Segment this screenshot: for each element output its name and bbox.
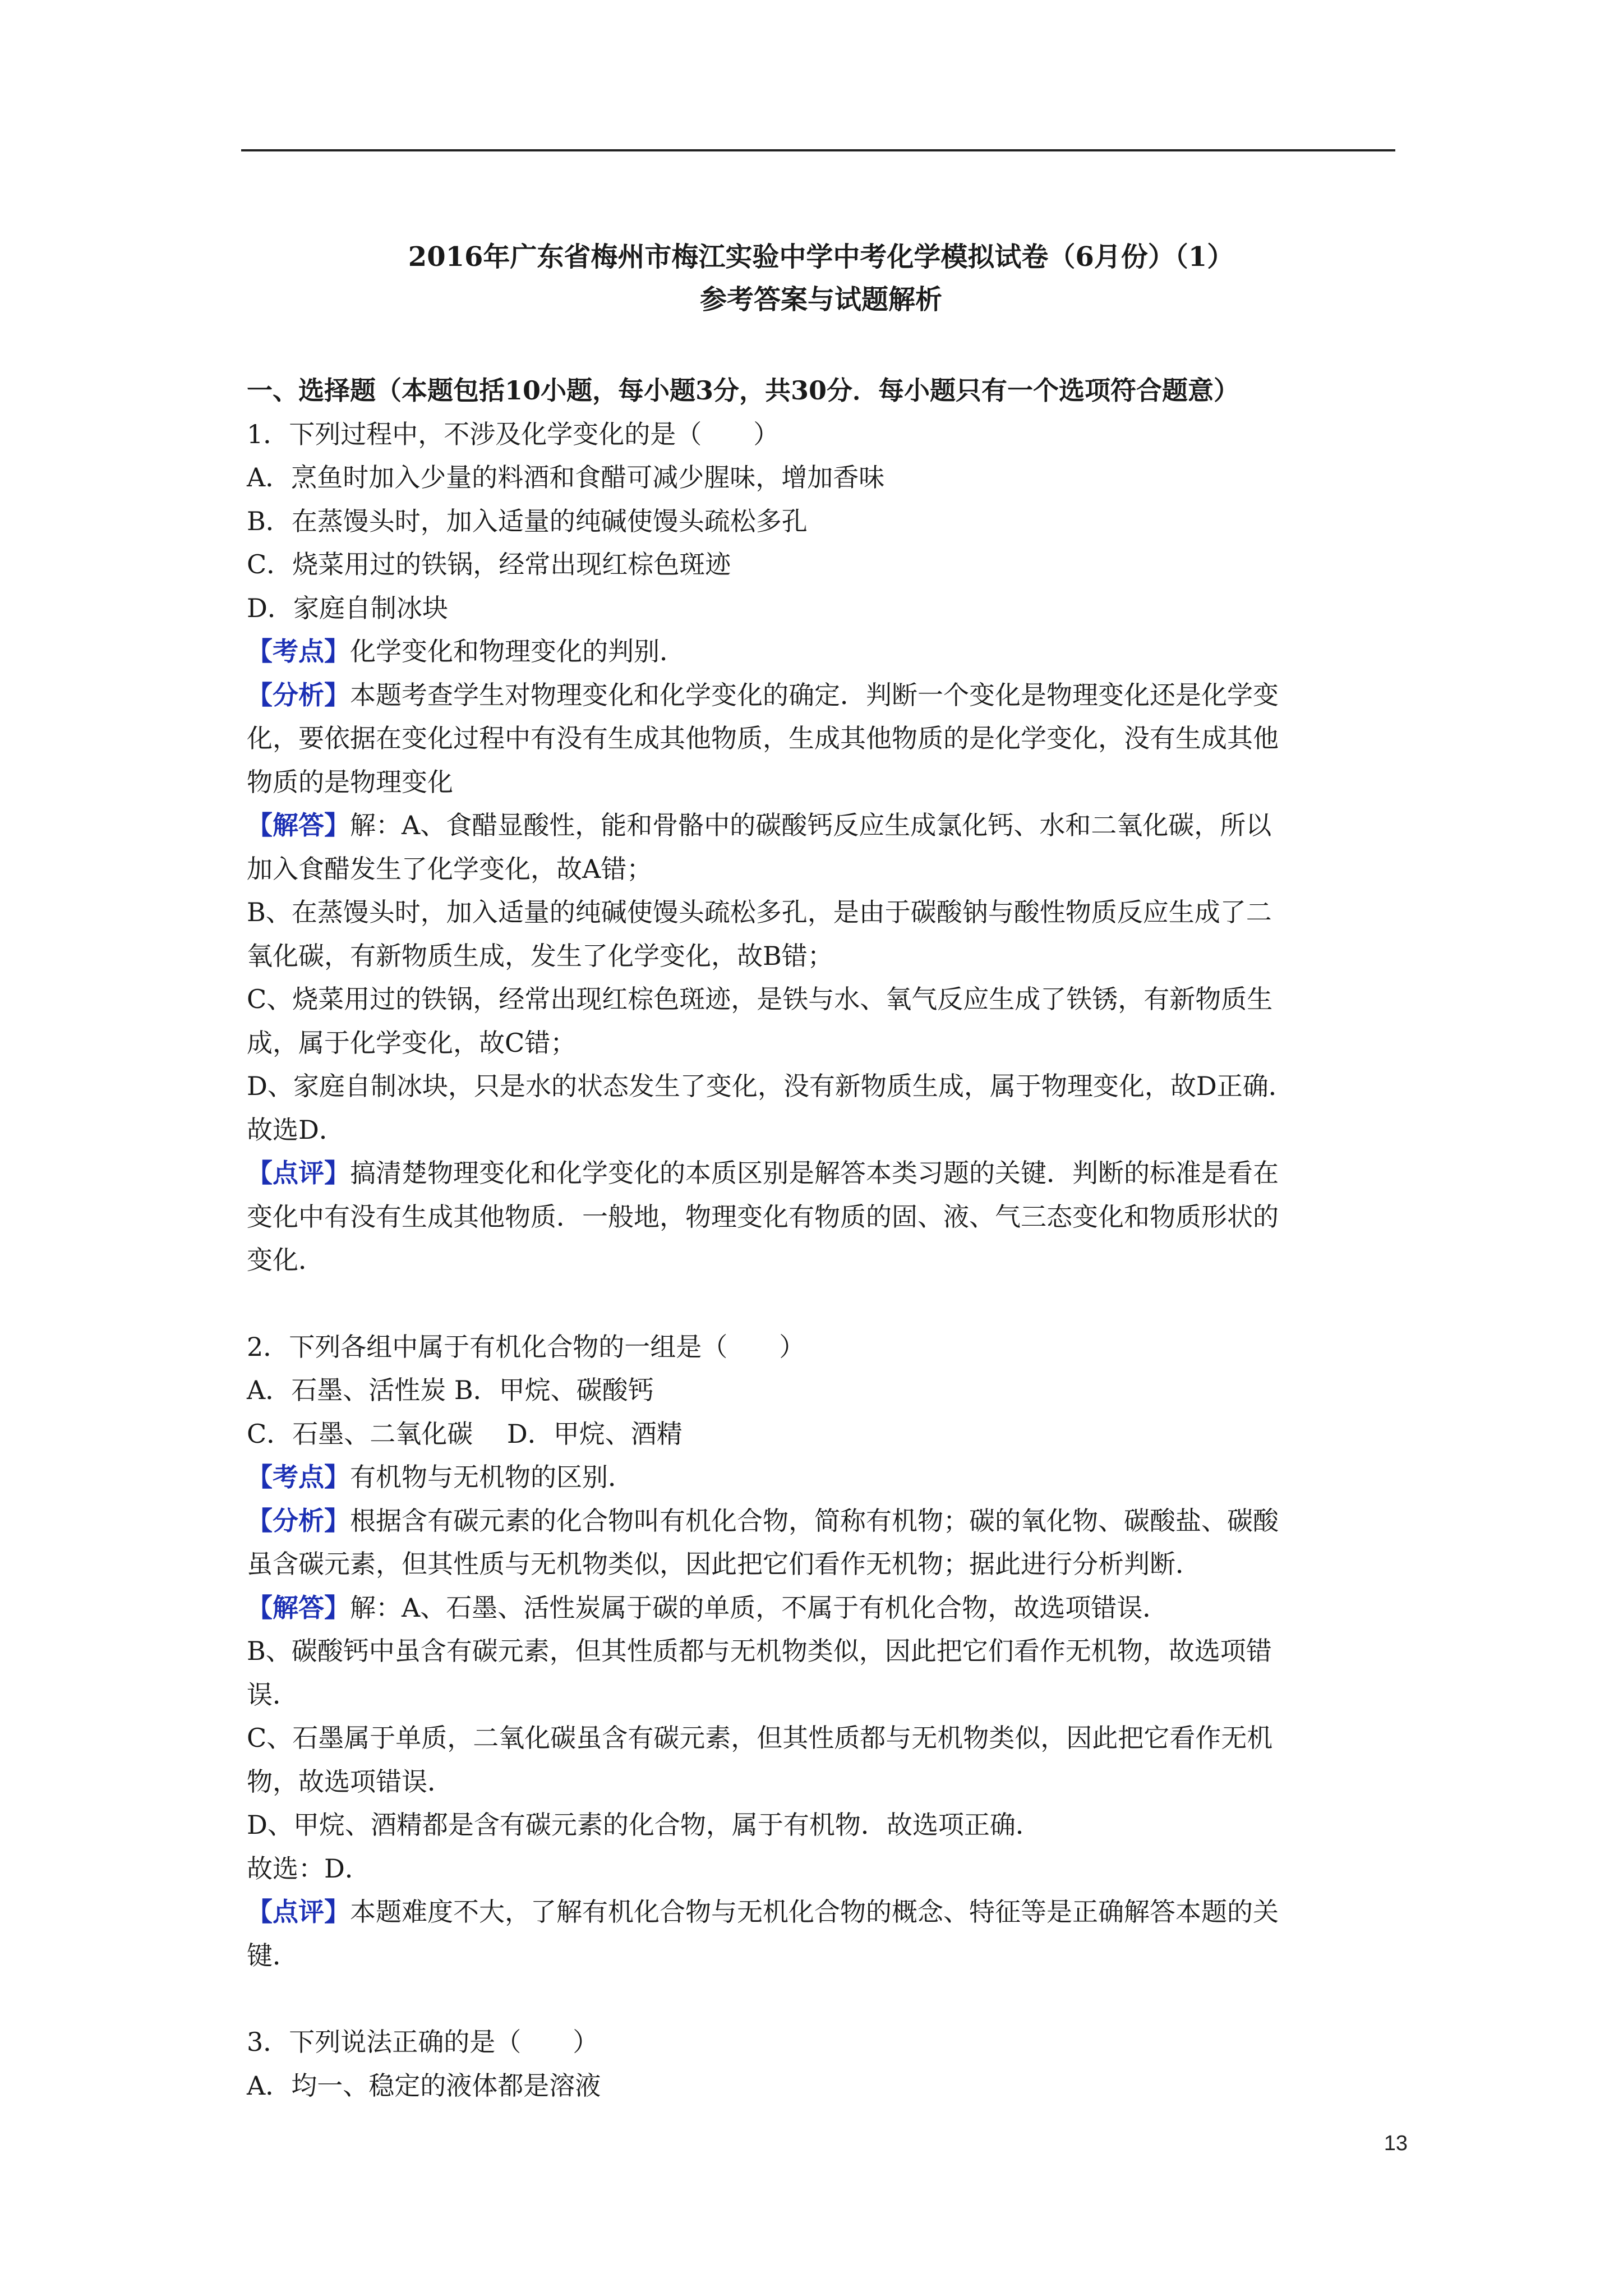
question-stem: 3．下列说法正确的是（ ） bbox=[247, 2027, 599, 2057]
block-line: 本题考查学生对物理变化和化学变化的确定．判断一个变化是物理变化还是化学变 bbox=[350, 679, 1279, 710]
question-3 bbox=[247, 2021, 1395, 2108]
block-line: D、甲烷、酒精都是含有碳元素的化合物，属于有机物．故选项正确． bbox=[247, 1810, 1041, 1840]
section-heading: 一、选择题（本题包括10小题，每小题3分，共30分．每小题只有一个选项符合题意） bbox=[247, 375, 1240, 406]
block-line: 氧化碳，有新物质生成，发生了化学变化，故B错； bbox=[247, 940, 833, 971]
block-line: C、石墨属于单质，二氧化碳虽含有碳元素，但其性质都与无机物类似，因此把它看作无机 bbox=[247, 1723, 1273, 1753]
block-line: 误． bbox=[247, 1679, 298, 1710]
question-2 bbox=[247, 1326, 1395, 1978]
title-block bbox=[247, 236, 1395, 321]
option-ab: A．石墨、活性炭 B．甲烷、碳酸钙 bbox=[247, 1375, 654, 1405]
option-a: A．均一、稳定的液体都是溶液 bbox=[247, 2070, 601, 2101]
dianping-block bbox=[247, 1152, 1395, 1195]
option-d: D．家庭自制冰块 bbox=[247, 592, 448, 623]
block-line: 本题难度不大，了解有机化合物与无机化合物的概念、特征等是正确解答本题的关 bbox=[350, 1897, 1279, 1927]
block-line: 故选D． bbox=[247, 1114, 345, 1145]
kaodian-tag: 【考点】 bbox=[247, 636, 350, 666]
page-title: 2016年广东省梅州市梅江实验中学中考化学模拟试卷（6月份）（1） bbox=[408, 241, 1234, 273]
fenxi-tag: 【分析】 bbox=[247, 1505, 350, 1536]
block-line: 根据含有碳元素的化合物叫有机化合物，简称有机物；碳的氧化物、碳酸盐、碳酸 bbox=[350, 1505, 1279, 1536]
page-subtitle: 参考答案与试题解析 bbox=[699, 284, 942, 315]
block-line: C、烧菜用过的铁锅，经常出现红棕色斑迹，是铁与水、氧气反应生成了铁锈，有新物质生 bbox=[247, 984, 1273, 1014]
option-c: C．烧菜用过的铁锅，经常出现红棕色斑迹 bbox=[247, 549, 731, 579]
dianping-tag: 【点评】 bbox=[247, 1158, 350, 1188]
kaodian-block bbox=[247, 630, 1395, 674]
block-line: 成，属于化学变化，故C错； bbox=[247, 1027, 577, 1058]
block-line: 键． bbox=[247, 1940, 298, 1971]
header-rule bbox=[241, 149, 1395, 151]
question-1 bbox=[247, 413, 1395, 1282]
kaodian-tag: 【考点】 bbox=[247, 1462, 350, 1492]
block-line: D、家庭自制冰块，只是水的状态发生了变化，没有新物质生成，属于物理变化，故D正确． bbox=[247, 1071, 1294, 1101]
kaodian-block bbox=[247, 1456, 1395, 1499]
block-line: 物，故选项错误． bbox=[247, 1766, 453, 1797]
block-line: 虽含碳元素，但其性质与无机物类似，因此把它们看作无机物；据此进行分析判断． bbox=[247, 1549, 1201, 1579]
block-line: 解：A、石墨、活性炭属于碳的单质，不属于有机化合物，故选项错误． bbox=[350, 1592, 1169, 1623]
jieda-tag: 【解答】 bbox=[247, 1592, 350, 1623]
dianping-block bbox=[247, 1890, 1395, 1934]
block-line: 变化中有没有生成其他物质．一般地，物理变化有物质的固、液、气三态变化和物质形状的 bbox=[247, 1201, 1279, 1232]
block-line: 有机物与无机物的区别． bbox=[350, 1462, 634, 1492]
block-line: 搞清楚物理变化和化学变化的本质区别是解答本类习题的关键．判断的标准是看在 bbox=[350, 1158, 1279, 1188]
fenxi-tag: 【分析】 bbox=[247, 679, 350, 710]
option-cd: C．石墨、二氧化碳 D．甲烷、酒精 bbox=[247, 1418, 683, 1449]
block-line: 变化． bbox=[247, 1245, 324, 1275]
block-line: 物质的是物理变化 bbox=[247, 766, 453, 797]
block-line: B、碳酸钙中虽含有碳元素，但其性质都与无机物类似，因此把它们看作无机物，故选项错 bbox=[247, 1636, 1272, 1666]
jieda-block bbox=[247, 1586, 1395, 1630]
block-line: 化，要依据在变化过程中有没有生成其他物质，生成其他物质的是化学变化，没有生成其他 bbox=[247, 723, 1279, 753]
fenxi-block bbox=[247, 1499, 1395, 1543]
block-line: 解：A、食醋显酸性，能和骨骼中的碳酸钙反应生成氯化钙、水和二氧化碳，所以 bbox=[350, 810, 1272, 840]
document-body bbox=[247, 236, 1395, 2108]
option-b: B．在蒸馒头时，加入适量的纯碱使馒头疏松多孔 bbox=[247, 505, 808, 536]
jieda-block bbox=[247, 804, 1395, 848]
question-stem: 2．下列各组中属于有机化合物的一组是（ ） bbox=[247, 1331, 805, 1362]
dianping-tag: 【点评】 bbox=[247, 1897, 350, 1927]
page-number: 13 bbox=[1384, 2132, 1408, 2155]
block-line: 故选：D． bbox=[247, 1853, 371, 1884]
option-a: A．烹鱼时加入少量的料酒和食醋可减少腥味，增加香味 bbox=[247, 462, 885, 493]
fenxi-block bbox=[247, 674, 1395, 717]
block-line: 加入食醋发生了化学变化，故A错； bbox=[247, 853, 653, 884]
jieda-tag: 【解答】 bbox=[247, 810, 350, 840]
block-line: B、在蒸馒头时，加入适量的纯碱使馒头疏松多孔，是由于碳酸钠与酸性物质反应生成了二 bbox=[247, 897, 1272, 927]
question-stem: 1．下列过程中，不涉及化学变化的是（ ） bbox=[247, 418, 780, 449]
block-line: 化学变化和物理变化的判别． bbox=[350, 636, 685, 666]
